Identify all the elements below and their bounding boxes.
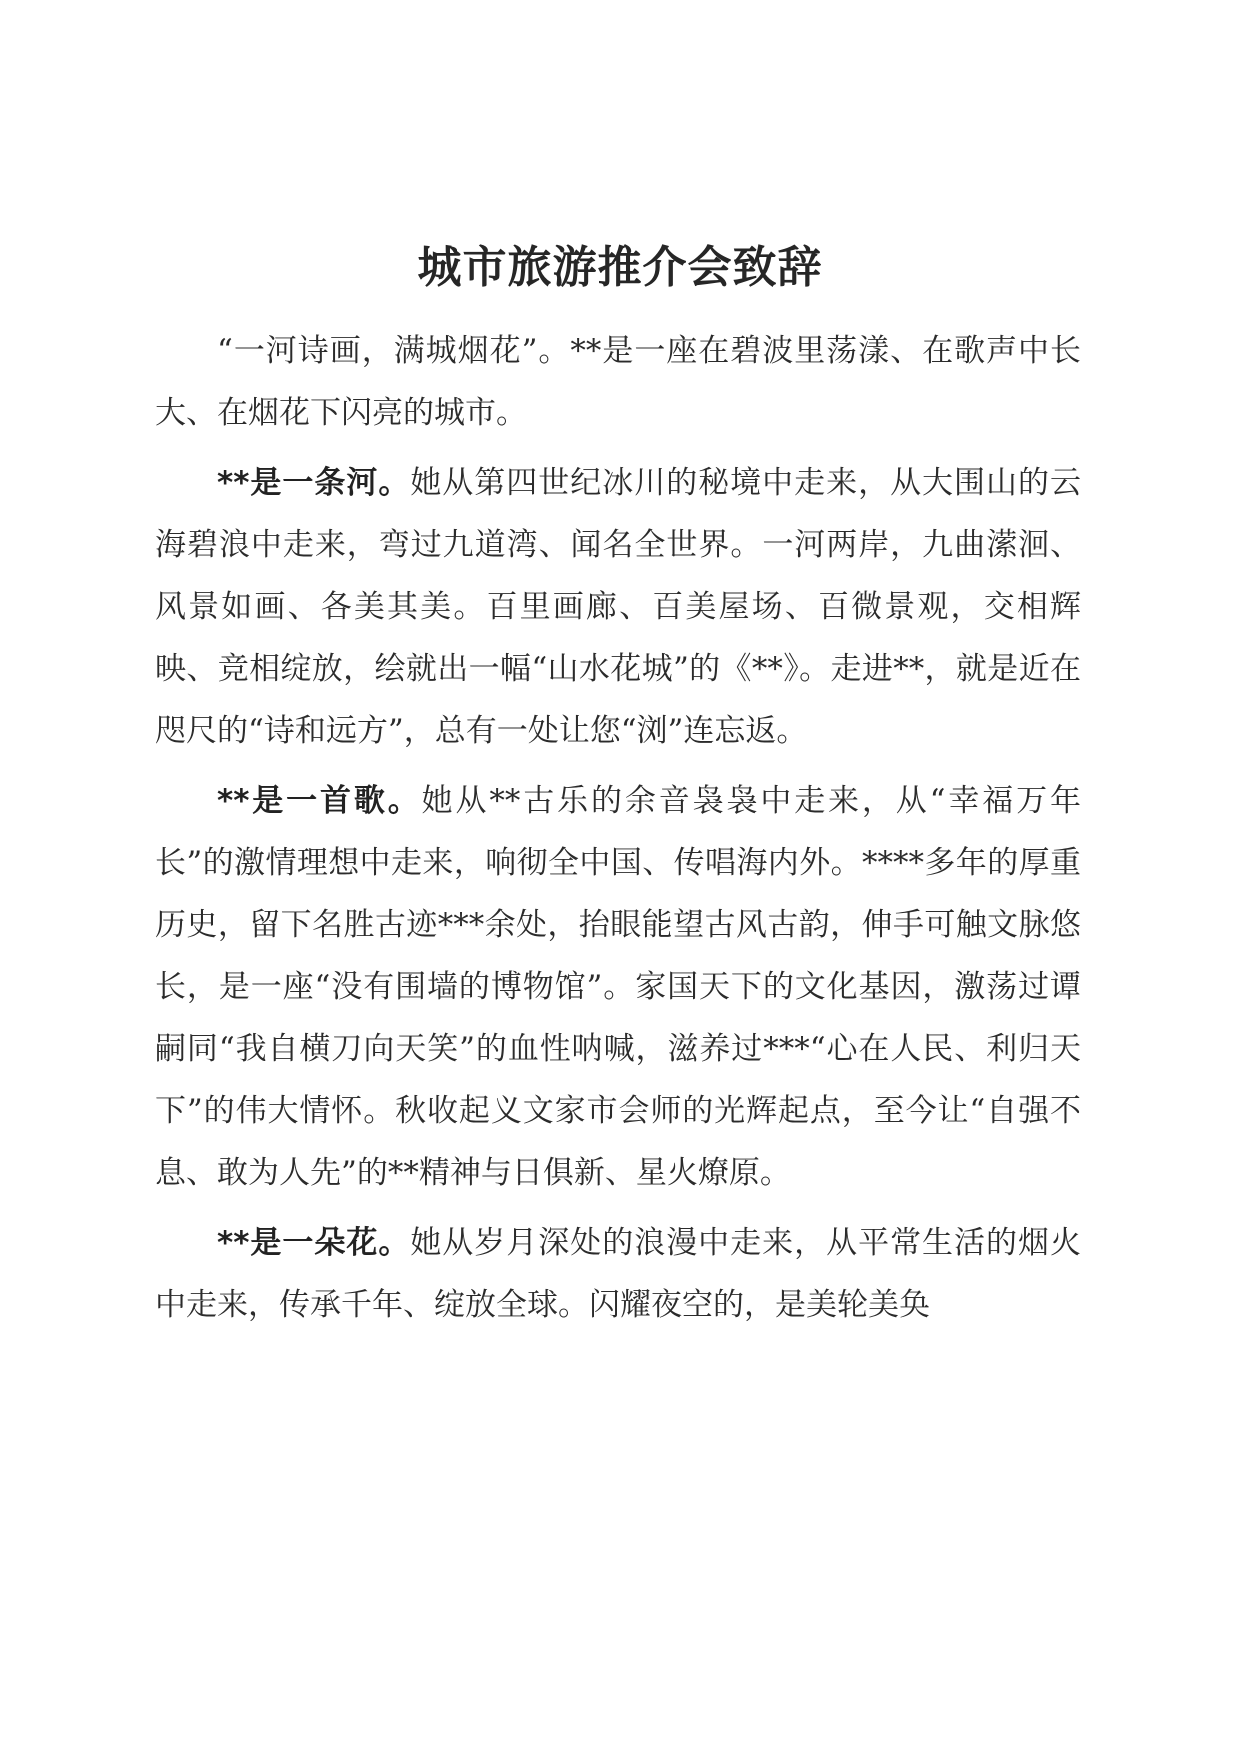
paragraph-river — [155, 452, 1081, 762]
paragraph-text: 她从**古乐的余音袅袅中走来，从“幸福万年长”的激情理想中走来，响彻全中国、传唱海内外。****多年的厚重历史，留下名胜古迹***余处，抬眼能望古风古韵，伸手可触文脉悠长，是一座“没有围墙的博物馆”。家国天下的文化基因，激荡过谭嗣同“我自横刀向天笑”的血性呐喊，滋养过***“心在人民、利归天下”的伟大情怀。秋收起义文家市会师的光辉起点，至今让“自强不息、敢为人先”的**精神与日俱新、星火燎原。 — [155, 783, 1081, 1191]
document-title: 城市旅游推介会致辞 — [417, 242, 823, 293]
paragraph-intro — [155, 320, 1081, 444]
paragraph-lead: **是一朵花。 — [217, 1225, 411, 1261]
paragraph-flower — [155, 1212, 1081, 1336]
paragraph-text: “一河诗画，满城烟花”。**是一座在碧波里荡漾、在歌声中长大、在烟花下闪亮的城市。 — [155, 333, 1081, 431]
paragraph-text: 她从第四世纪冰川的秘境中走来，从大围山的云海碧浪中走来，弯过九道湾、闻名全世界。一河两岸，九曲潆洄、风景如画、各美其美。百里画廊、百美屋场、百微景观，交相辉映、竞相绽放，绘就出一幅“山水花城”的《**》。走进**，就是近在咫尺的“诗和远方”，总有一处让您“浏”连忘返。 — [155, 465, 1081, 749]
paragraph-lead: **是一首歌。 — [217, 783, 422, 819]
paragraph-lead: **是一条河。 — [217, 465, 411, 501]
paragraph-text: 她从岁月深处的浪漫中走来，从平常生活的烟火中走来，传承千年、绽放全球。闪耀夜空的，是美轮美奂 — [155, 1225, 1081, 1323]
document-body — [155, 320, 1081, 1344]
paragraph-song — [155, 770, 1081, 1204]
